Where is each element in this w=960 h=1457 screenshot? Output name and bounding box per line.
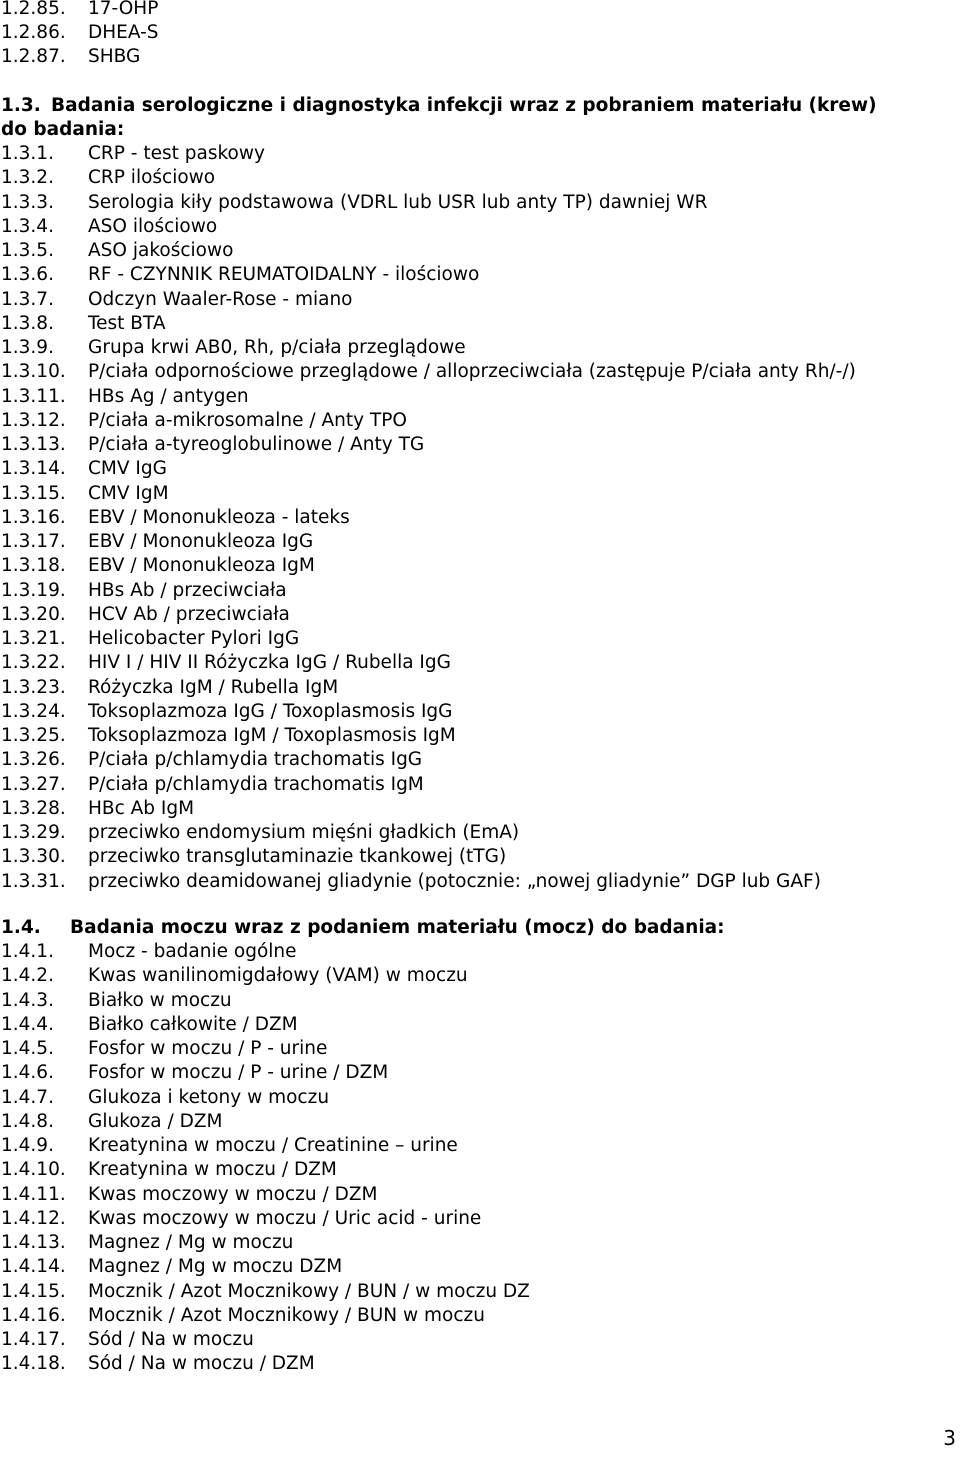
item-number: 1.3.10. xyxy=(1,361,66,383)
item-number: 1.4.8. xyxy=(1,1110,54,1132)
list-item xyxy=(1,191,707,215)
list-item xyxy=(1,1183,377,1207)
list-item xyxy=(1,989,232,1013)
item-text: Glukoza i ketony w moczu xyxy=(88,1086,330,1108)
list-item xyxy=(1,940,297,964)
list-item xyxy=(1,603,290,627)
list-item xyxy=(1,1352,315,1376)
item-text: CMV IgG xyxy=(88,458,167,480)
item-number: 1.4.1. xyxy=(1,941,54,962)
item-text: HCV Ab / przeciwciała xyxy=(88,603,290,625)
item-number: 1.3.15. xyxy=(1,482,66,504)
item-number: 1.4.14. xyxy=(1,1256,66,1278)
list-item xyxy=(1,166,215,190)
item-text: ASO jakościowo xyxy=(88,240,234,261)
list-item xyxy=(1,700,453,724)
item-text: Glukoza / DZM xyxy=(88,1110,223,1132)
item-number: 1.3.1. xyxy=(1,143,54,164)
item-text: Toksoplazmoza IgM / Toxoplasmosis IgM xyxy=(88,725,456,746)
item-number: 1.3.26. xyxy=(1,749,66,771)
item-text: CRP - test paskowy xyxy=(88,143,265,164)
item-text: HBs Ag / antygen xyxy=(88,385,249,407)
list-item xyxy=(1,530,313,554)
item-text: Różyczka IgM / Rubella IgM xyxy=(88,676,339,698)
item-text: CMV IgM xyxy=(88,482,169,504)
item-number: 1.3.12. xyxy=(1,409,66,431)
item-text: Kwas moczowy w moczu / DZM xyxy=(88,1183,378,1205)
list-item xyxy=(1,1304,485,1328)
item-text: Kwas wanilinomigdałowy (VAM) w moczu xyxy=(88,965,468,987)
section-number: 1.3. xyxy=(1,95,41,116)
list-item xyxy=(1,1255,342,1279)
item-text: RF - CZYNNIK REUMATOIDALNY - ilościowo xyxy=(88,264,480,286)
list-item xyxy=(1,215,217,239)
item-number: 1.3.22. xyxy=(1,652,66,674)
list-item xyxy=(1,457,167,481)
item-number: 1.3.8. xyxy=(1,312,54,334)
item-text: Toksoplazmoza IgG / Toxoplasmosis IgG xyxy=(88,700,453,722)
item-number: 1.4.18. xyxy=(1,1353,66,1375)
list-item xyxy=(1,870,821,894)
item-number: 1.3.18. xyxy=(1,555,66,577)
item-text: DHEA-S xyxy=(88,22,159,43)
section-title-continuation: do badania: xyxy=(1,119,125,140)
page-number: 3 xyxy=(943,1426,956,1450)
item-number: 1.4.5. xyxy=(1,1038,54,1059)
item-text: Kreatynina w moczu / Creatinine – urine xyxy=(88,1135,458,1156)
item-number: 1.3.14. xyxy=(1,458,66,480)
item-number: 1.4.7. xyxy=(1,1086,54,1108)
section-title: Badania moczu wraz z podaniem materiału (mocz) do badania: xyxy=(70,917,725,938)
item-text: przeciwko transglutaminazie tkankowej (tTG) xyxy=(88,846,507,868)
item-text: EBV / Mononukleoza IgM xyxy=(88,555,315,577)
item-text: HIV I / HIV II Różyczka IgG / Rubella IgG xyxy=(88,652,451,674)
list-item xyxy=(1,360,856,384)
item-number: 1.4.6. xyxy=(1,1062,54,1084)
item-text: Białko w moczu xyxy=(88,989,232,1011)
item-text: Helicobacter Pylori IgG xyxy=(88,628,300,649)
list-item xyxy=(1,579,287,603)
item-number: 1.2.85. xyxy=(1,0,66,19)
item-number: 1.4.11. xyxy=(1,1183,66,1205)
item-text: Grupa krwi AB0, Rh, p/ciała przeglądowe xyxy=(88,337,466,358)
item-text: Fosfor w moczu / P - urine / DZM xyxy=(88,1062,389,1084)
section-number: 1.4. xyxy=(1,917,41,938)
item-number: 1.4.12. xyxy=(1,1207,66,1229)
item-number: 1.4.9. xyxy=(1,1135,54,1156)
item-text: Mocznik / Azot Mocznikowy / BUN w moczu xyxy=(88,1304,485,1326)
item-number: 1.3.9. xyxy=(1,337,54,358)
list-item xyxy=(1,748,422,772)
item-number: 1.3.6. xyxy=(1,264,54,286)
item-number: 1.3.31. xyxy=(1,870,66,892)
section-heading xyxy=(1,94,877,118)
item-text: 17-OHP xyxy=(88,0,159,19)
list-item xyxy=(1,0,158,21)
list-item xyxy=(1,627,299,651)
item-number: 1.4.15. xyxy=(1,1280,66,1302)
item-text: HBs Ab / przeciwciała xyxy=(88,579,287,601)
list-item xyxy=(1,1061,388,1085)
list-item xyxy=(1,773,424,797)
item-text: Sód / Na w moczu xyxy=(88,1329,254,1350)
item-number: 1.3.23. xyxy=(1,676,66,698)
list-item xyxy=(1,21,159,45)
list-item xyxy=(1,142,265,166)
item-number: 1.3.20. xyxy=(1,603,66,625)
item-number: 1.3.16. xyxy=(1,506,66,528)
list-item xyxy=(1,724,456,748)
item-number: 1.2.87. xyxy=(1,46,66,67)
item-number: 1.4.2. xyxy=(1,965,54,987)
item-text: HBc Ab IgM xyxy=(88,797,195,819)
item-text: P/ciała a-mikrosomalne / Anty TPO xyxy=(88,409,407,431)
item-number: 1.3.3. xyxy=(1,191,54,213)
item-text: P/ciała p/chlamydia trachomatis IgG xyxy=(88,749,423,771)
item-text: Test BTA xyxy=(88,312,166,334)
item-text: Kreatynina w moczu / DZM xyxy=(88,1159,337,1181)
list-item xyxy=(1,845,506,869)
item-text: Białko całkowite / DZM xyxy=(88,1013,298,1035)
list-item xyxy=(1,409,407,433)
list-item xyxy=(1,1231,293,1255)
item-text: Kwas moczowy w moczu / Uric acid - urine xyxy=(88,1207,482,1229)
item-number: 1.3.25. xyxy=(1,725,66,746)
list-item xyxy=(1,1086,329,1110)
item-number: 1.4.16. xyxy=(1,1304,66,1326)
item-text: Mocz - badanie ogólne xyxy=(88,941,297,962)
list-item xyxy=(1,239,233,263)
item-number: 1.3.27. xyxy=(1,773,66,795)
item-number: 1.3.28. xyxy=(1,797,66,819)
item-number: 1.3.5. xyxy=(1,240,54,261)
section-title: Badania serologiczne i diagnostyka infekcji wraz z pobraniem materiału (krew) xyxy=(51,95,877,116)
list-item xyxy=(1,336,466,360)
list-item xyxy=(1,506,350,530)
list-item xyxy=(1,821,519,845)
item-text: Magnez / Mg w moczu DZM xyxy=(88,1256,343,1278)
list-item xyxy=(1,482,169,506)
item-number: 1.3.7. xyxy=(1,288,54,310)
list-item xyxy=(1,385,249,409)
item-text: Serologia kiły podstawowa (VDRL lub USR lub anty TP) dawniej WR xyxy=(88,191,708,213)
item-number: 1.3.24. xyxy=(1,700,66,722)
item-number: 1.3.11. xyxy=(1,385,66,407)
item-text: EBV / Mononukleoza IgG xyxy=(88,531,314,552)
item-number: 1.4.4. xyxy=(1,1013,54,1035)
list-item xyxy=(1,964,468,988)
item-number: 1.3.21. xyxy=(1,628,66,649)
item-text: przeciwko endomysium mięśni gładkich (EmA) xyxy=(88,822,520,843)
item-text: Mocznik / Azot Mocznikowy / BUN / w moczu DZ xyxy=(88,1280,530,1302)
list-item xyxy=(1,1280,530,1304)
item-number: 1.3.30. xyxy=(1,846,66,868)
item-number: 1.4.3. xyxy=(1,989,54,1011)
item-text: P/ciała a-tyreoglobulinowe / Anty TG xyxy=(88,434,425,455)
list-item xyxy=(1,312,166,336)
item-text: przeciwko deamidowanej gliadynie (potocznie: „nowej gliadynie” DGP lub GAF) xyxy=(88,870,821,892)
item-text: P/ciała odpornościowe przeglądowe / alloprzeciwciała (zastępuje P/ciała anty Rh/-/) xyxy=(88,361,856,383)
item-number: 1.3.13. xyxy=(1,434,66,455)
item-text: P/ciała p/chlamydia trachomatis IgM xyxy=(88,773,424,795)
section-heading xyxy=(1,916,725,940)
item-text: Magnez / Mg w moczu xyxy=(88,1232,294,1253)
list-item xyxy=(1,263,479,287)
item-number: 1.3.19. xyxy=(1,579,66,601)
list-item xyxy=(1,1037,327,1061)
item-text: SHBG xyxy=(88,46,141,67)
item-text: Fosfor w moczu / P - urine xyxy=(88,1038,328,1059)
item-text: EBV / Mononukleoza - lateks xyxy=(88,506,350,528)
list-item xyxy=(1,676,338,700)
item-number: 1.3.2. xyxy=(1,167,54,189)
item-number: 1.3.29. xyxy=(1,822,66,843)
item-number: 1.4.17. xyxy=(1,1329,66,1350)
list-item xyxy=(1,1158,337,1182)
list-item xyxy=(1,1328,254,1352)
list-item xyxy=(1,1134,458,1158)
list-item xyxy=(1,433,424,457)
list-item xyxy=(1,288,352,312)
list-item xyxy=(1,1013,298,1037)
item-number: 1.3.17. xyxy=(1,531,66,552)
item-number: 1.3.4. xyxy=(1,215,54,237)
list-item xyxy=(1,651,451,675)
item-number: 1.2.86. xyxy=(1,22,66,43)
item-text: ASO ilościowo xyxy=(88,215,218,237)
item-text: Sód / Na w moczu / DZM xyxy=(88,1353,315,1375)
item-number: 1.4.13. xyxy=(1,1232,66,1253)
list-item xyxy=(1,45,140,69)
item-text: Odczyn Waaler-Rose - miano xyxy=(88,288,353,310)
item-number: 1.4.10. xyxy=(1,1159,66,1181)
item-text: CRP ilościowo xyxy=(88,167,216,189)
list-item xyxy=(1,554,315,578)
list-item xyxy=(1,1207,481,1231)
list-item xyxy=(1,797,194,821)
list-item xyxy=(1,1110,223,1134)
